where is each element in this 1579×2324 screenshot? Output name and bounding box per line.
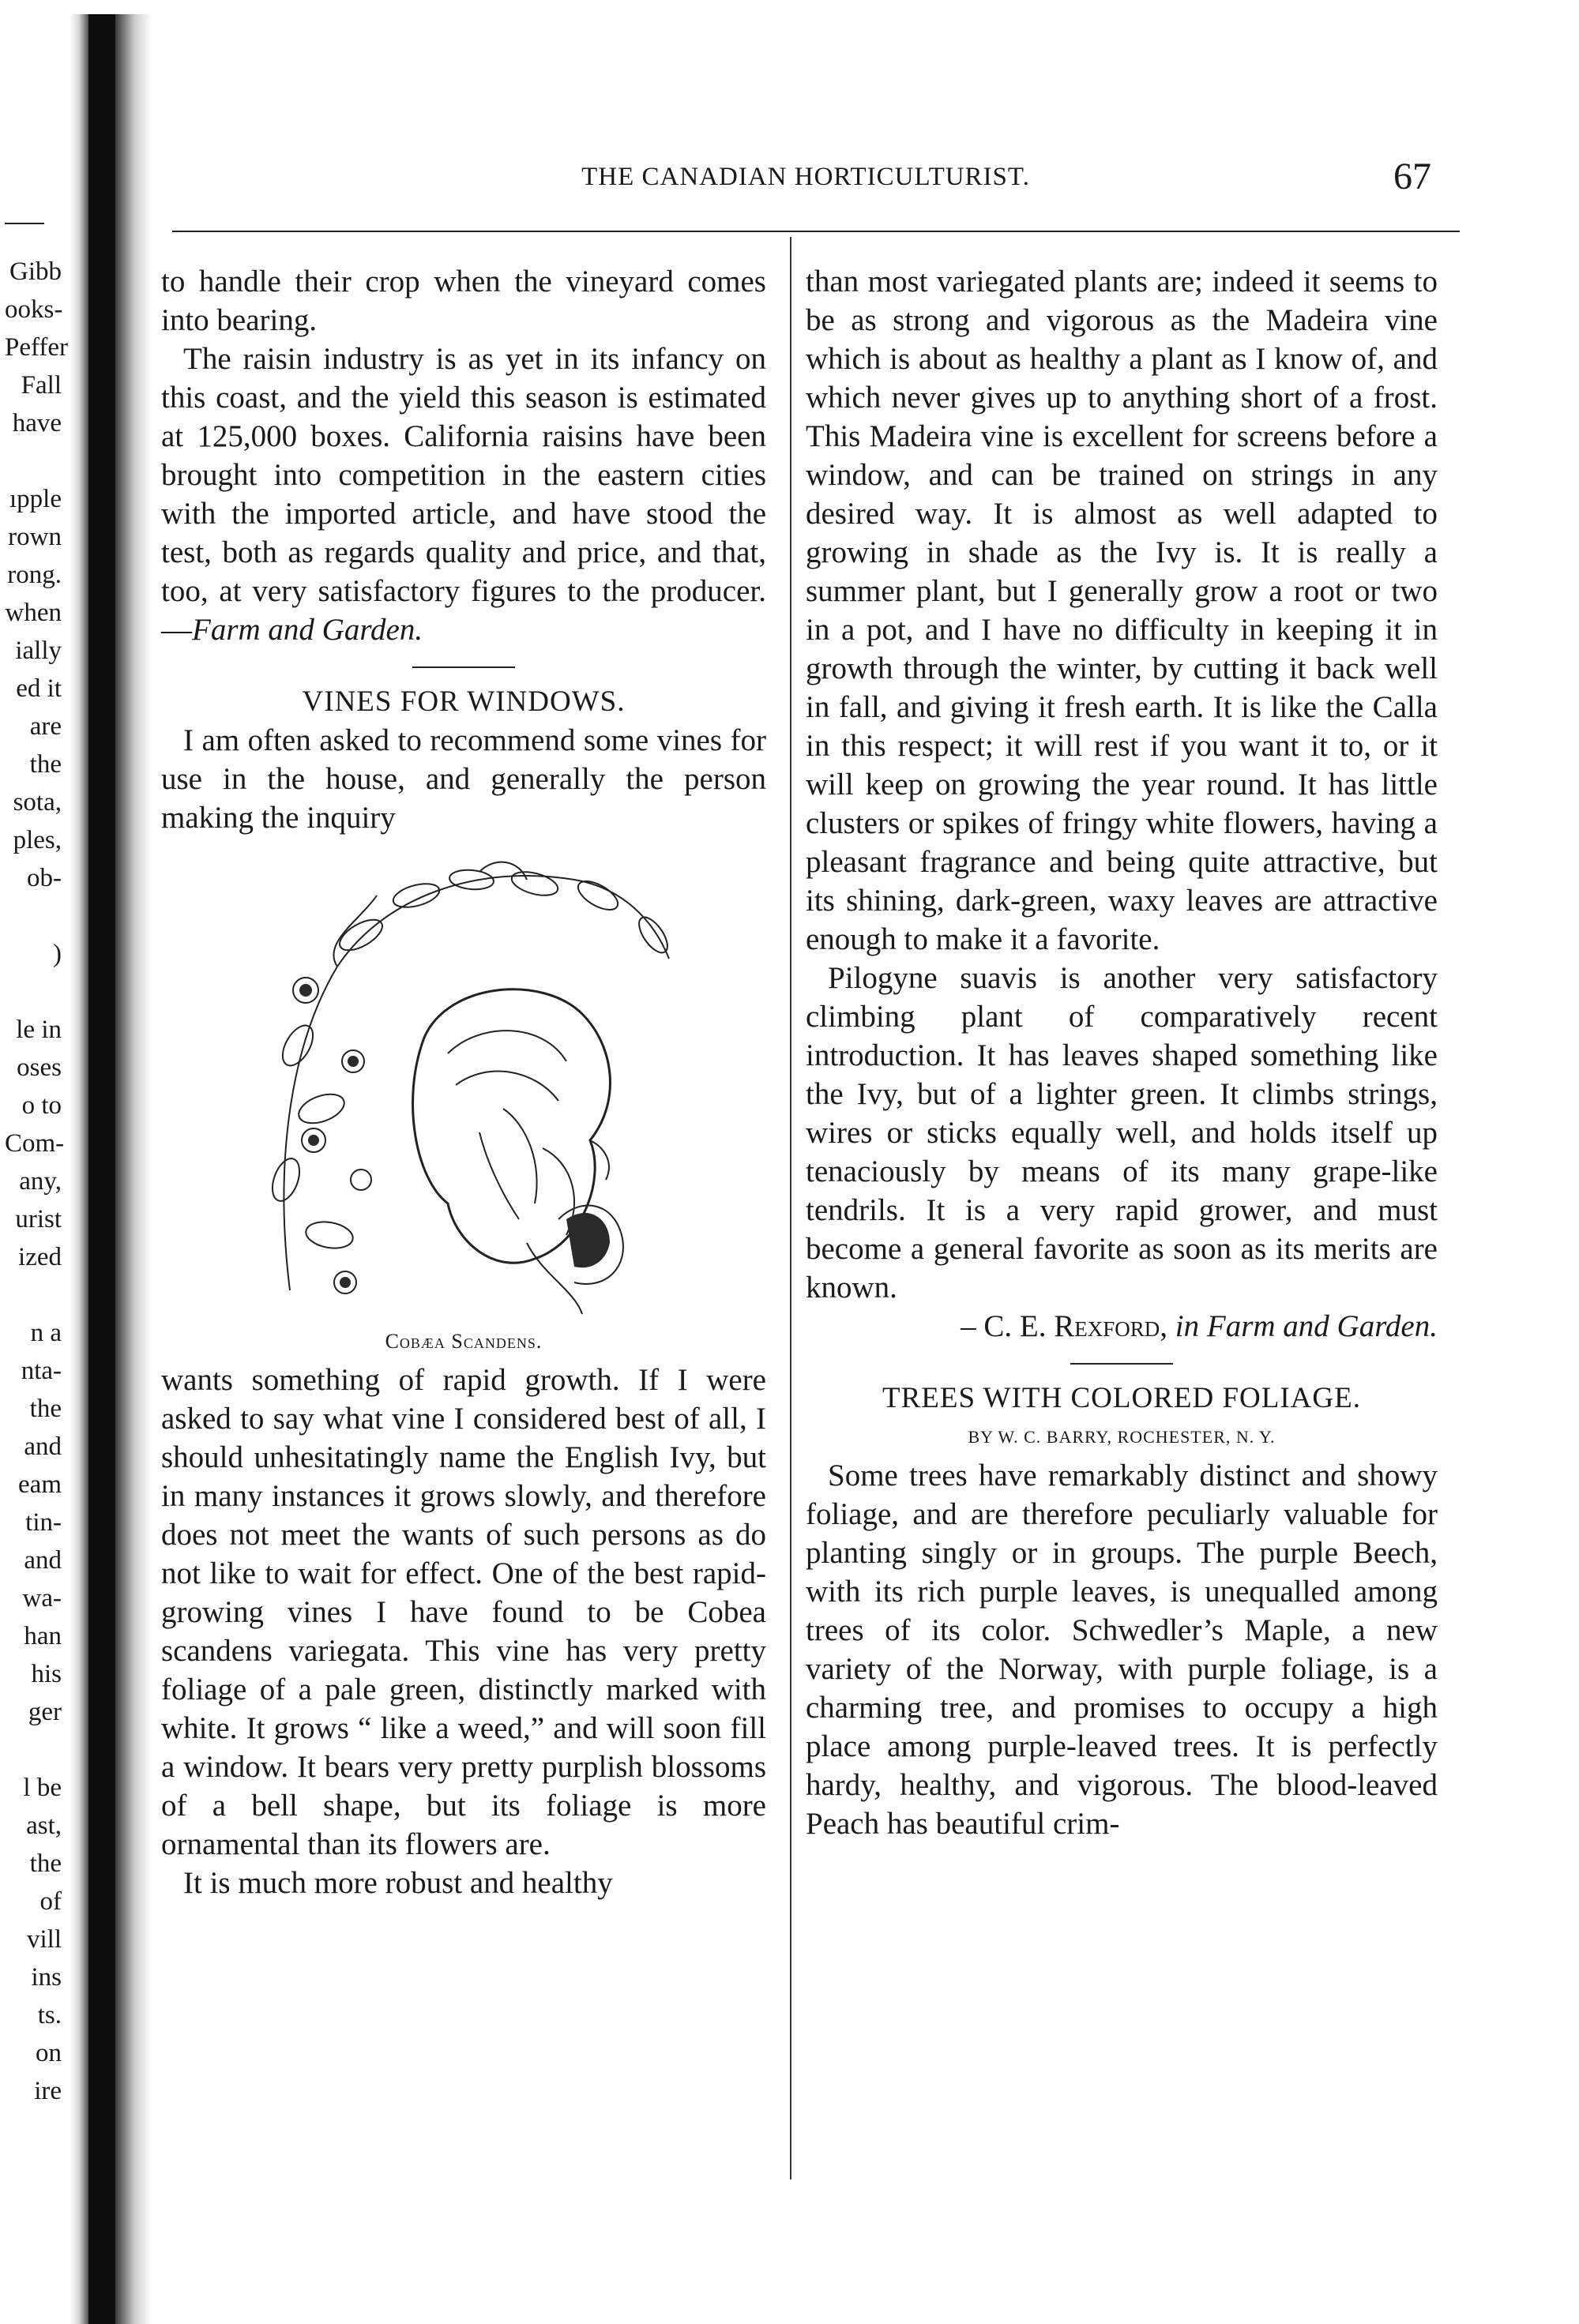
article-heading: TREES WITH COLORED FOLIAGE. xyxy=(882,1382,1361,1414)
gutter-fragment xyxy=(5,973,62,1011)
gutter-fragment: sota, xyxy=(13,788,62,817)
gutter-fragment xyxy=(5,1731,62,1769)
paragraph: I am often asked to recommend some vines for use in the house, and generally the person making the inquiry xyxy=(161,723,766,835)
gutter-fragment: ized xyxy=(18,1243,62,1271)
gutter-fragment: l be xyxy=(23,1774,62,1802)
left-column xyxy=(161,262,766,1902)
page-binding-shadow xyxy=(70,14,90,2324)
gutter-fragment: ire xyxy=(34,2077,62,2105)
figure-caption: Cobæa Scandens. xyxy=(385,1330,543,1353)
paragraph: It is much more robust and healthy xyxy=(183,1866,613,1900)
source-citation: Farm and Garden. xyxy=(192,613,423,647)
right-column xyxy=(806,262,1438,1843)
gutter-fragment: tin- xyxy=(25,1508,62,1537)
gutter-fragment xyxy=(5,1276,62,1314)
paragraph: Some trees have remarkably distinct and showy foliage, and are therefore peculiarly valuable for planting singly or in groups. The purple Beech, with its rich purple leaves, is unequalled among trees of its color. Schwedler’s Maple, a new variety of the Norway, with purple foliage, is a charming tree, and promises to occupy a high place among purple-leaved trees. It is perfectly hardy, healthy, and vigorous. The blood-leaved Peach has beautiful crim- xyxy=(806,1459,1438,1841)
gutter-fragment: n a xyxy=(30,1319,62,1347)
gutter-fragment: the xyxy=(29,1395,62,1423)
paragraph: wants something of rapid growth. If I were asked to say what vine I considered best of all, I should unhesitatingly name the English Ivy, but in many instances it grows slowly, and therefore does not meet the wants of such persons as do not like to wait for effect. One of the best rapid-growing vines I have found to be Cobea scandens variegata. This vine has very pretty foliage of a pale green, distinctly marked with white. It grows “ like a weed,” and will soon fill a window. It bears very pretty purplish blossoms of a bell shape, but its foliage is more ornamental than its flowers are. xyxy=(161,1363,766,1861)
previous-page-fragments xyxy=(5,253,69,2110)
gutter-fragment: ts. xyxy=(37,2001,62,2029)
paragraph: than most variegated plants are; indeed it seems to be as strong and vigorous as the Madeira vine which is about as healthy a plant as I know of, and which never gives up to anything short of a frost. This Madeira vine is excellent for screens before a window, and can be trained on strings in any desired way. It is almost as well adapted to growing in shade as the Ivy is. It is really a summer plant, but I generally grow a root or two in a pot, and I have no difficulty in keeping it in growth through the winter, by cutting it back well in fall, and giving it fresh earth. It is like the Calla in this respect; it will rest if you want it to, or it will keep on growing the year round. It has little clusters or spikes of fringy white flowers, having a pleasant fragrance and being quite attractive, but its shining, dark-green, waxy leaves are attractive enough to make it a favorite. xyxy=(806,265,1438,956)
paragraph: to handle their crop when the vineyard comes into bearing. xyxy=(161,265,766,337)
gutter-fragment: the xyxy=(29,750,62,779)
gutter-fragment: ger xyxy=(28,1698,62,1726)
column-divider xyxy=(790,237,791,2179)
paragraph: Pilogyne suavis is another very satisfactory climbing plant of comparatively recent introduction. It has leaves shaped something like the Ivy, but of a lighter green. It climbs strings, wires or sticks equally well, and holds itself up tenaciously by means of its many grape-like tendrils. It is a very rapid grower, and must become a general favorite as soon as its merits are known. xyxy=(806,961,1438,1305)
gutter-fragment: ples, xyxy=(13,826,62,854)
gutter-fragment: are xyxy=(29,712,62,741)
gutter-fragment: Gibb xyxy=(9,257,62,286)
gutter-fragment: vill xyxy=(26,1925,62,1954)
gutter-fragment: ıpple xyxy=(9,485,62,513)
gutter-fragment: Fall xyxy=(21,371,62,400)
gutter-fragment xyxy=(5,897,62,935)
gutter-fragment xyxy=(5,442,62,480)
gutter-fragment: Com- xyxy=(5,1129,65,1158)
gutter-fragment: and xyxy=(24,1432,62,1461)
article-byline: BY W. C. BARRY, ROCHESTER, N. Y. xyxy=(968,1427,1276,1447)
gutter-fragment: o to xyxy=(21,1091,62,1120)
gutter-fragment: on xyxy=(36,2039,62,2067)
section-divider xyxy=(1070,1363,1173,1365)
gutter-fragment: of xyxy=(39,1887,62,1916)
gutter-fragment: the xyxy=(29,1849,62,1878)
gutter-fragment: have xyxy=(12,409,62,437)
paragraph: The raisin industry is as yet in its infancy on this coast, and the yield this season is estimated at 125,000 boxes. California raisins have been brought into competition in the eastern cities with the imported article, and have stood the test, both as regards quality and price, and that, too, at very satisfactory figures to the producer.—Farm and Garden. xyxy=(161,342,766,647)
gutter-rule xyxy=(5,223,44,224)
article-heading: VINES FOR WINDOWS. xyxy=(302,685,626,718)
gutter-fragment: ) xyxy=(53,940,62,968)
gutter-fragment: urist xyxy=(15,1205,62,1233)
gutter-fragment: and xyxy=(24,1546,62,1575)
gutter-fragment: nta- xyxy=(21,1357,62,1385)
gutter-fragment: rown xyxy=(8,523,62,551)
gutter-fragment: han xyxy=(24,1622,62,1650)
gutter-fragment: Peffer xyxy=(5,333,69,362)
gutter-fragment: ob- xyxy=(27,864,62,892)
gutter-fragment: his xyxy=(31,1660,62,1688)
article-credit: – C. E. Rexford, in Farm and Garden. xyxy=(961,1309,1438,1343)
page-binding xyxy=(88,14,115,2324)
gutter-fragment: any, xyxy=(19,1167,62,1196)
header-rule xyxy=(172,231,1460,232)
page-binding-shadow-right xyxy=(115,14,152,2324)
section-divider xyxy=(412,666,515,668)
gutter-fragment: rong. xyxy=(7,561,62,589)
running-head: THE CANADIAN HORTICULTURIST. xyxy=(581,163,1030,191)
gutter-fragment: ins xyxy=(31,1963,62,1992)
gutter-fragment: wa- xyxy=(22,1584,62,1613)
cobaea-scandens-illustration xyxy=(242,848,685,1322)
gutter-fragment: ast, xyxy=(26,1812,62,1840)
gutter-fragment: eam xyxy=(18,1470,62,1499)
gutter-fragment: oses xyxy=(17,1053,62,1082)
gutter-fragment: when xyxy=(5,599,62,627)
gutter-fragment: ed it xyxy=(16,674,62,703)
page-number: 67 xyxy=(1393,156,1431,197)
gutter-fragment: ially xyxy=(15,636,62,665)
gutter-fragment: le in xyxy=(16,1016,62,1044)
gutter-fragment: ooks- xyxy=(5,295,63,324)
